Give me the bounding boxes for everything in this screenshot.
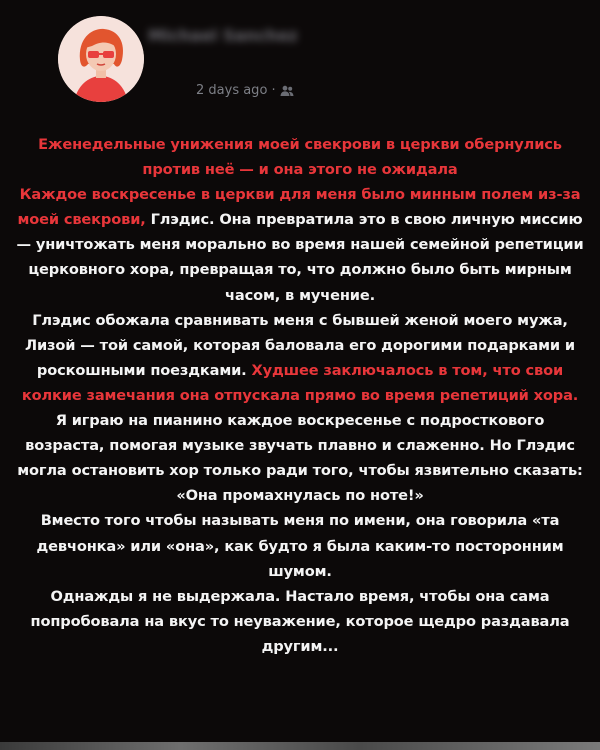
post-header	[58, 14, 144, 104]
author-name[interactable]: Michael Sanchez	[148, 26, 298, 45]
paragraph-1-text: Глэдис. Она превратила это в свою личную миссию — уничтожать меня морально во время нашей семейной репетиции церковного хора, превращая то, что должно было быть мирным часом, в мучение.	[16, 211, 584, 304]
paragraph-2-highlight: Худшее заключалось в том, что свои колкие замечания она отпускала прямо во время репетиций хора.	[21, 361, 579, 404]
story-title: Еженедельные унижения моей свекрови в церкви обернулись против неё — и она этого не ожидала	[38, 136, 562, 179]
paragraph-5: Однажды я не выдержала. Настало время, чтобы она сама попробовала на вкус то неуважение, которое щедро раздавала другим...	[30, 587, 570, 655]
post-body	[14, 132, 586, 659]
post-meta	[196, 83, 294, 98]
paragraph-3: Я играю на пианино каждое воскресенье с подросткового возраста, помогая музыке звучать плавно и слаженно. Но Глэдис могла остановить хор только ради того, чтобы язвительно сказать: «Она промахнулась по ноте!»	[17, 412, 583, 505]
paragraph-1-highlight: Каждое воскресенье в церкви для меня было минным полем из-за моей свекрови,	[17, 186, 581, 229]
avatar[interactable]	[58, 16, 144, 102]
author-block	[136, 26, 336, 46]
paragraph-4: Вместо того чтобы называть меня по имени, она говорила «та девчонка» или «она», как будто я была каким-то посторонним шумом.	[36, 512, 564, 580]
bottom-divider	[0, 742, 600, 750]
timestamp[interactable]: 2 days ago ·	[196, 83, 276, 98]
paragraph-2-text: Глэдис обожала сравнивать меня с бывшей женой моего мужа, Лизой — той самой, которая баловала его дорогими подарками и роскошными поездками.	[25, 311, 575, 379]
avatar-illustration	[58, 16, 144, 102]
paragraph-1	[14, 182, 586, 307]
friends-icon	[280, 85, 294, 97]
paragraph-2	[14, 308, 586, 408]
